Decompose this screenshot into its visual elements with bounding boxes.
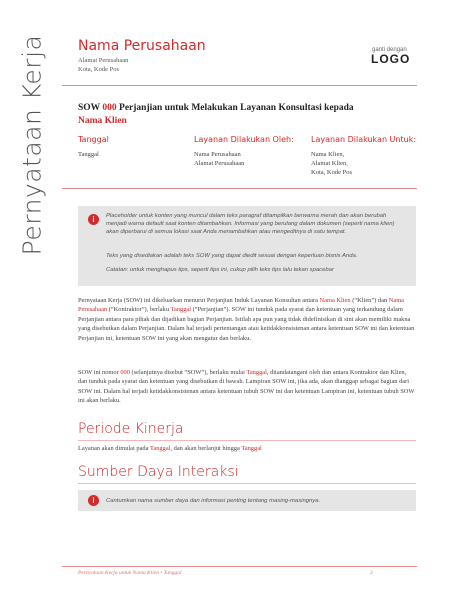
date-heading: Tanggal <box>78 135 109 144</box>
sidebar-title <box>12 20 52 270</box>
sow-paragraph: SOW ini nomor 000 (selanjutnya disebut “SOW”), berlaku mulai Tanggal, ditandatangani oleh dan antara Kontraktor dan Klien, dan tunduk pada syarat dan ketentuan yang disebutkan di bawah. Lampiran SOW ini, jika ada, akan dianggap sebagai bagian dari SOW ini. Dalam hal terjadi ketidakkonsistenan antara ketentuan tubuh SOW ini dan ketentuan Lampiran ini, ketentuan tubuh SOW ini akan berlaku. <box>78 369 415 405</box>
sow-title <box>78 102 408 128</box>
tip-box <box>78 206 416 286</box>
sow-title-text: Perjanjian untuk Melakukan Layanan Konsultasi kepada <box>116 103 354 113</box>
end-date-placeholder[interactable]: Tanggal <box>241 445 262 452</box>
logo[interactable]: LOGO <box>371 52 411 66</box>
section-heading-performance: Periode Kinerja <box>78 421 184 437</box>
footer-text: Pernyataan Kerja untuk Nama Klien • Tanggal <box>78 570 182 576</box>
tip-paragraph-1: Placeholder untuk konten yang muncul dalam teks paragraf ditampilkan berwarna merah dan akan berubah menjadi warna default saat konten ditambahkan. Informasi yang berulang dalam dokumen (seperti nama klien) akan diperbarui di semua lokasi saat Anda menambahkan atau mengeditnya di satu tempat. <box>106 213 395 235</box>
tip-paragraph-2: Teks yang disediakan adalah teks SOW yang dapat diedit sesuai dengan keperluan bisnis Anda. <box>106 253 358 259</box>
company-address[interactable]: Alamat Perusahaan <box>78 57 129 64</box>
client-heading: Layanan Dilakukan Untuk: <box>311 135 417 144</box>
provider-address[interactable]: Alamat Perusahaan <box>194 160 245 167</box>
sow-number-placeholder[interactable]: 000 <box>120 369 130 376</box>
date-placeholder[interactable]: Tanggal <box>246 369 267 376</box>
client-address[interactable]: Alamat Klien, <box>311 160 348 167</box>
footer-divider <box>62 566 417 567</box>
company-name[interactable]: Nama Perusahaan <box>78 38 206 54</box>
header-divider <box>62 85 417 86</box>
start-date-placeholder[interactable]: Tanggal <box>149 445 171 452</box>
provider-heading: Layanan Dilakukan Oleh: <box>194 135 294 144</box>
sow-prefix: SOW <box>78 103 103 113</box>
date-placeholder[interactable]: Tanggal <box>170 306 192 314</box>
document-title: Pernyataan Kerja <box>17 34 47 256</box>
date-value[interactable]: Tanggal <box>78 151 99 158</box>
sow-number[interactable]: 000 <box>102 103 117 113</box>
page-number: 3 <box>370 570 373 576</box>
sow-client-name[interactable]: Nama Klien <box>78 116 127 126</box>
section-divider <box>78 440 416 441</box>
section-heading-resources: Sumber Daya Interaksi <box>78 464 239 480</box>
client-city[interactable]: Kota, Kode Pos <box>311 169 352 176</box>
resources-tip: Cantumkan nama sumber daya dan informasi penting tentang masing-masingnya. <box>106 498 321 504</box>
provider-name[interactable]: Nama Perusahaan <box>194 151 241 158</box>
info-divider <box>62 188 417 189</box>
info-icon: i <box>88 495 99 506</box>
info-icon: i <box>88 214 99 225</box>
company-placeholder[interactable]: Nama Perusahaan <box>78 297 405 314</box>
tip-box <box>78 490 416 511</box>
logo-caption: ganti dengan <box>372 47 407 53</box>
tip-paragraph-3: Catatan: untuk menghapus tips, seperti tips ini, cukup pilih teks tips lalu tekan spacebar <box>106 267 334 273</box>
client-placeholder[interactable]: Nama Klien <box>319 297 351 304</box>
client-name[interactable]: Nama Klien, <box>311 151 345 158</box>
company-city[interactable]: Kota, Kode Pos <box>78 66 119 73</box>
intro-paragraph: Pernyataan Kerja (SOW) ini dikeluarkan menurut Perjanjian Induk Layanan Konsultan antara Nama Klien (“Klien”) dan Nama Perusahaan (“Kontraktor”), berlaku Tanggal (“Perjanjian”). SOW ini tunduk pada syarat dan ketentuan yang terkandung dalam Perjanjian antara para pihak dan dijadikan bagian Perjanjian. Istilah apa pun yang tidak didefinisikan di sini akan memiliki makna yang disebutkan dalam Perjanjian. Dalam hal terjadi pertentangan atau ketidakkonsistenan antara ketentuan SOW ini dan ketentuan Perjanjian ini, ketentuan SOW ini yang akan mengatur dan berlaku. <box>78 297 415 342</box>
performance-paragraph: Layanan akan dimulai pada Tanggal, dan akan berlanjut hingga Tanggal <box>78 445 262 452</box>
section-divider <box>78 483 416 484</box>
